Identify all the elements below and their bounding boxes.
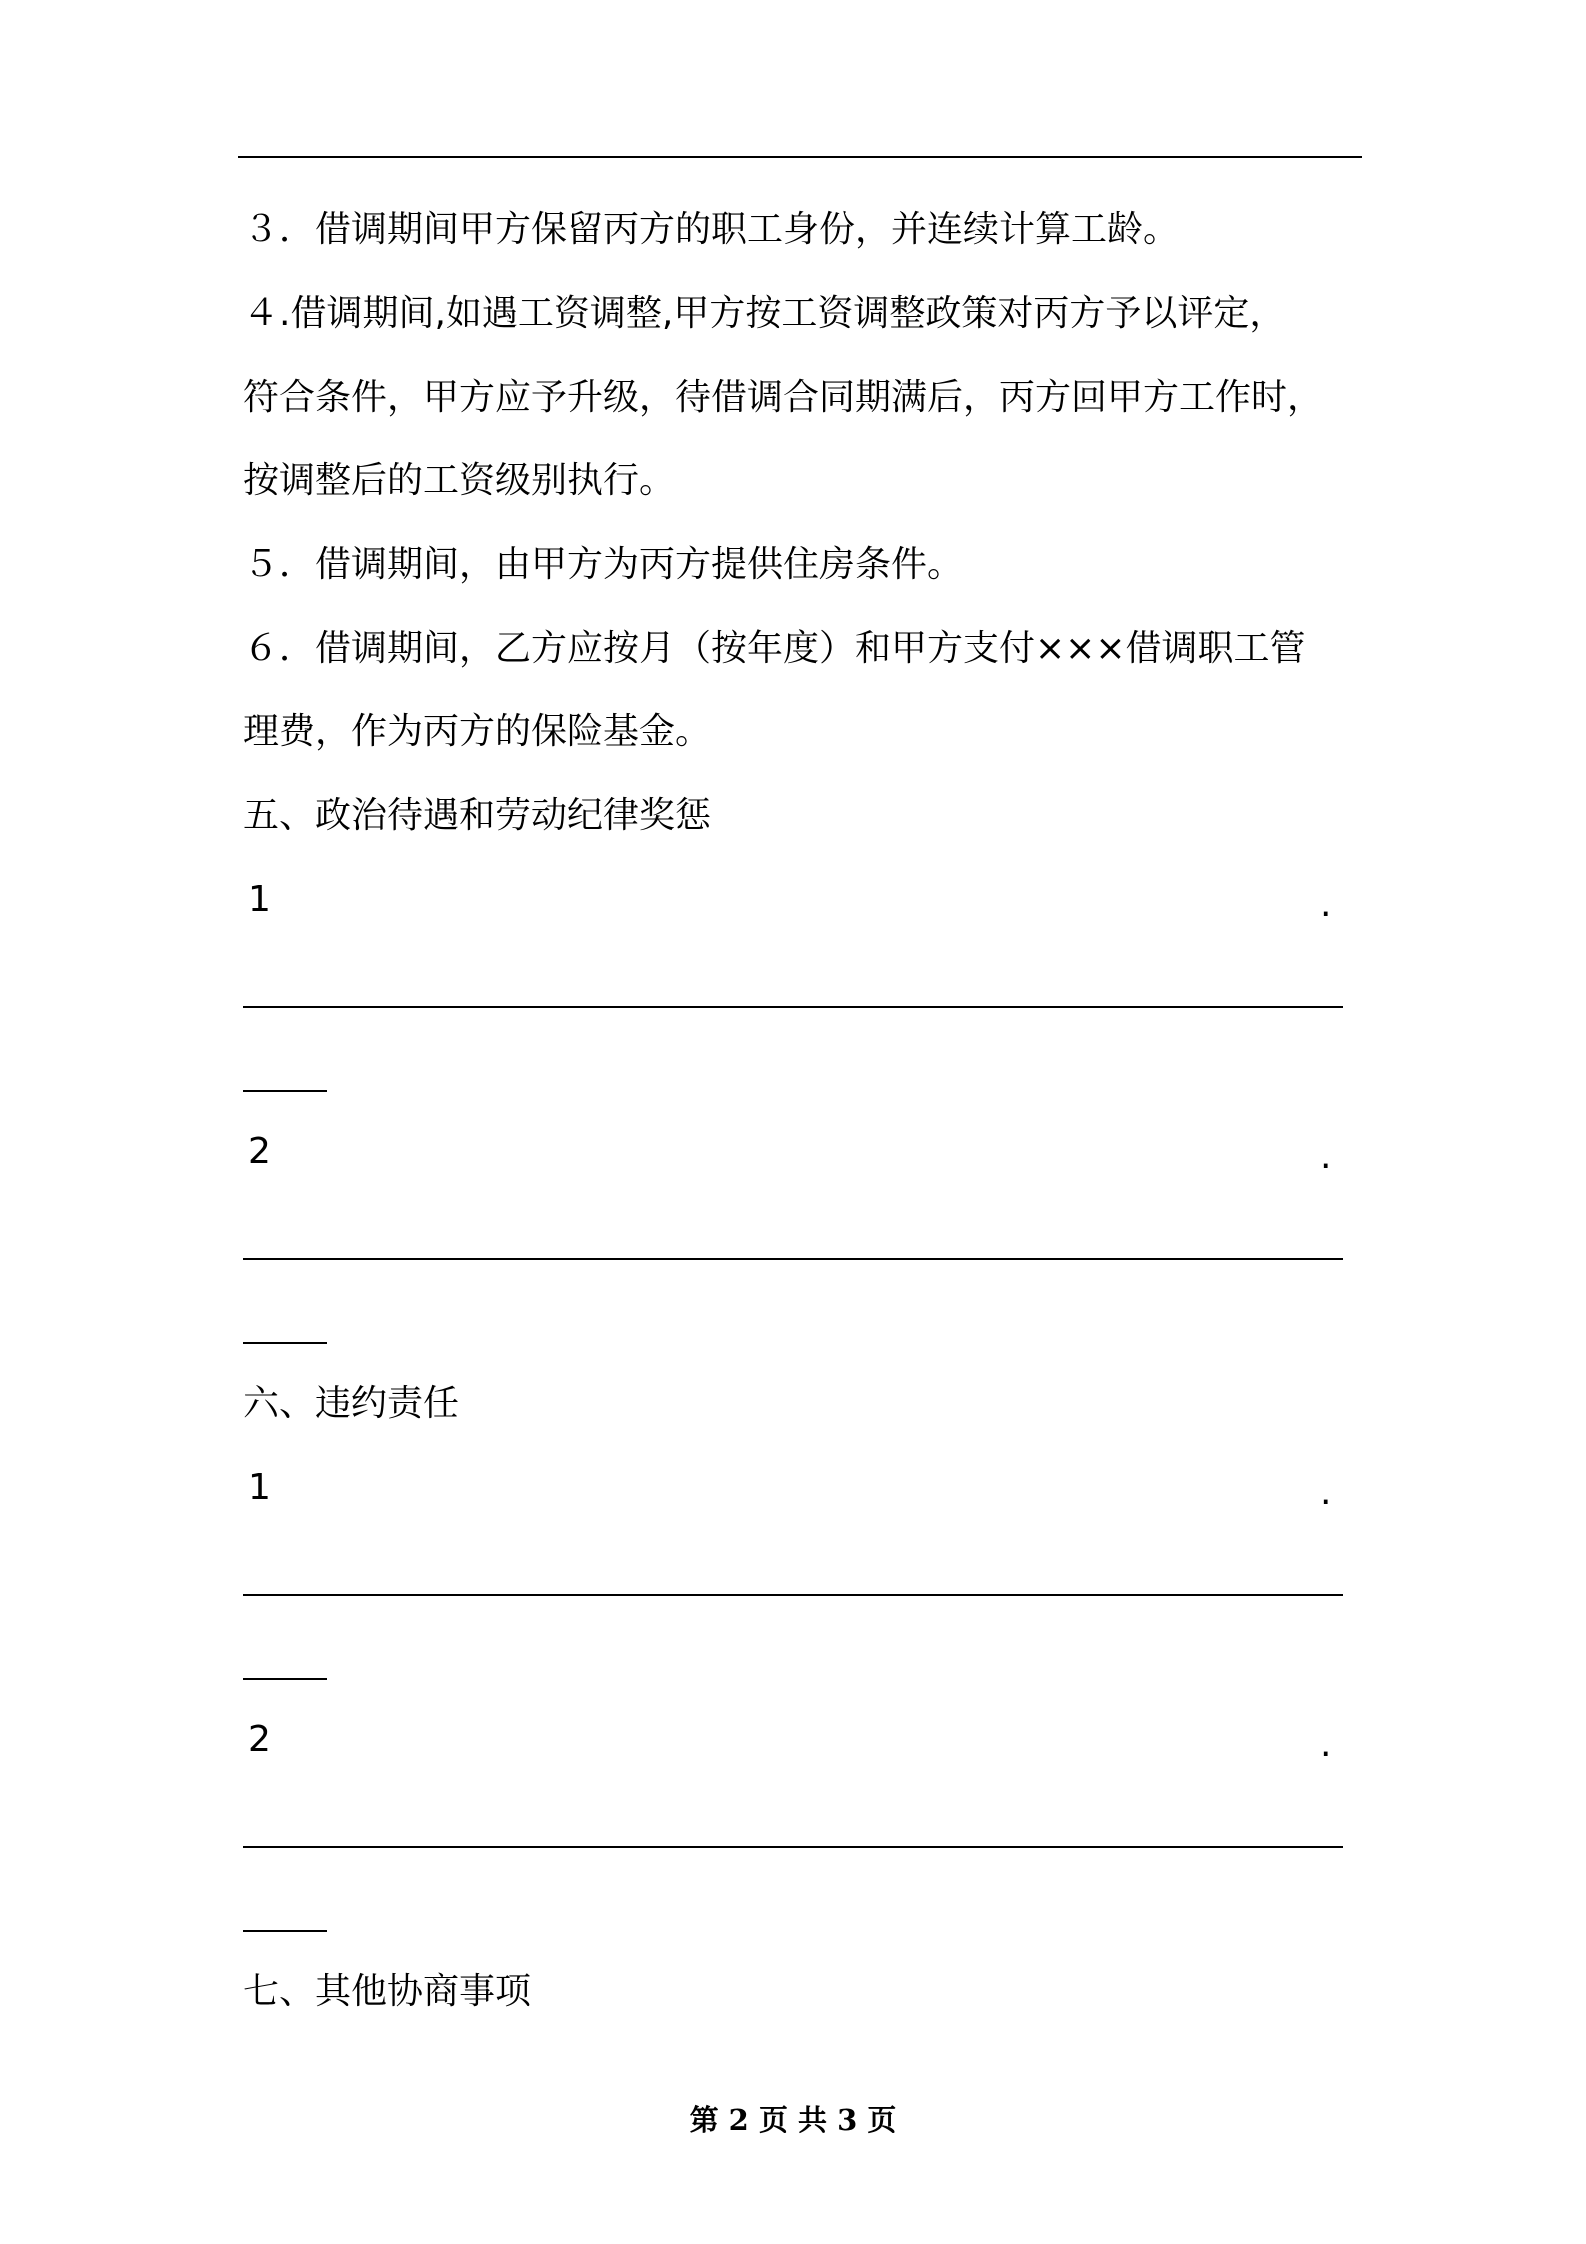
section-6-item-1-dot: . (1320, 1472, 1332, 1513)
paragraph-6-line-2: 理费，作为丙方的保险基金。 (243, 711, 712, 752)
page-footer: 第 2 页 共 3 页 (689, 2103, 897, 2137)
header-rule (238, 156, 1362, 158)
section-6-item-2-blank-line-end (243, 1930, 327, 1932)
section-6-title: 六、违约责任 (243, 1383, 460, 1424)
section-5-item-2-dot: . (1320, 1136, 1332, 1177)
paragraph-5: ５．借调期间，由甲方为丙方提供住房条件。 (243, 544, 964, 585)
section-6-item-1-blank-line-end (243, 1678, 327, 1680)
section-6-item-2-number: 2 (248, 1719, 271, 1760)
section-6-item-1-number: 1 (248, 1467, 271, 1508)
section-6-item-1-blank-line (243, 1594, 1343, 1596)
paragraph-6-line-1: ６．借调期间，乙方应按月（按年度）和甲方支付×××借调职工管 (243, 628, 1306, 669)
section-5-item-1-blank-line (243, 1006, 1343, 1008)
section-7-title: 七、其他协商事项 (243, 1971, 532, 2012)
section-5-item-1-dot: . (1320, 884, 1332, 925)
section-6-item-2-blank-line (243, 1846, 1343, 1848)
section-6-item-2-dot: . (1320, 1724, 1332, 1765)
section-5-item-2-blank-line (243, 1258, 1343, 1260)
section-5-item-2-number: 2 (248, 1131, 271, 1172)
paragraph-4-line-3: 按调整后的工资级别执行。 (243, 460, 676, 501)
paragraph-4-line-2: 符合条件，甲方应予升级，待借调合同期满后，丙方回甲方工作时， (243, 377, 1324, 418)
section-5-item-2-blank-line-end (243, 1342, 327, 1344)
section-5-item-1-number: 1 (248, 879, 271, 920)
paragraph-3: ３．借调期间甲方保留丙方的职工身份，并连续计算工龄。 (243, 209, 1180, 250)
section-5-item-1-blank-line-end (243, 1090, 327, 1092)
paragraph-4-line-1: ４.借调期间,如遇工资调整,甲方按工资调整政策对丙方予以评定， (243, 293, 1286, 334)
section-5-title: 五、政治待遇和劳动纪律奖惩 (243, 795, 712, 836)
